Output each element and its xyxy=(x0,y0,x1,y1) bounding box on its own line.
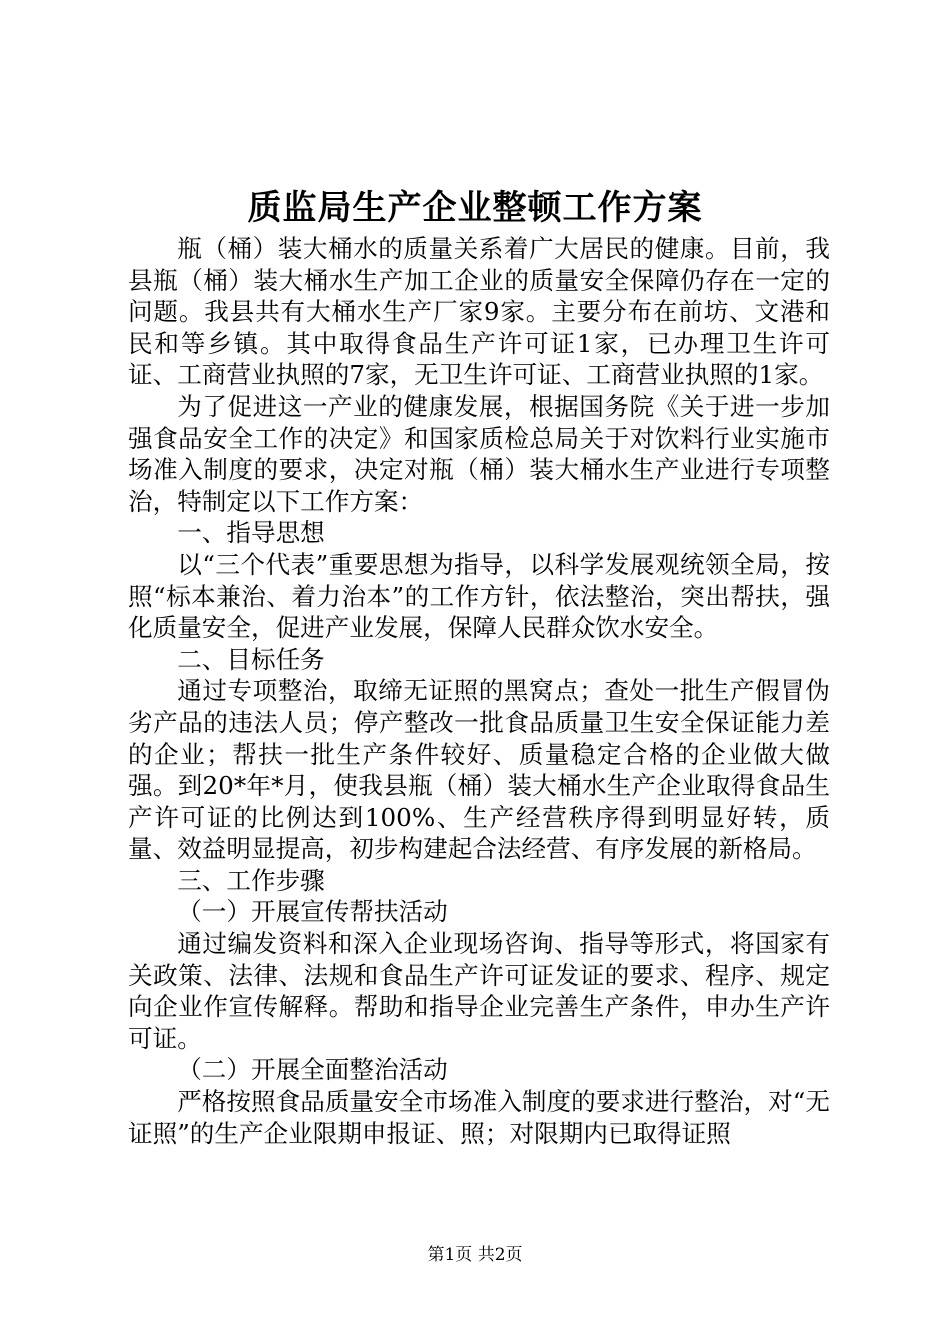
paragraph: 严格按照食品质量安全市场准入制度的要求进行整治，对“无证照”的生产企业限期申报证、照；对限期内已取得证照 xyxy=(128,1087,830,1148)
paragraph: 通过专项整治，取缔无证照的黑窝点；查处一批生产假冒伪劣产品的违法人员；停产整改一批食品质量卫生安全保证能力差的企业；帮扶一批生产条件较好、质量稳定合格的企业做大做强。到20*年*月，使我县瓶（桶）装大桶水生产企业取得食品生产许可证的比例达到100%、生产经营秩序得到明显好转，质量、效益明显提高，初步构建起合法经营、有序发展的新格局。 xyxy=(128,676,830,864)
section-heading: 三、工作步骤 xyxy=(177,865,325,895)
document-title: 质监局生产企业整顿工作方案 xyxy=(247,188,703,228)
paragraph: 为了促进这一产业的健康发展，根据国务院《关于进一步加强食品安全工作的决定》和国家质检总局关于对饮料行业实施市场准入制度的要求，决定对瓶（桶）装大桶水生产业进行专项整治，特制定以下工作方案： xyxy=(128,391,830,516)
section-heading: 一、指导思想 xyxy=(177,518,325,548)
paragraph: 通过编发资料和深入企业现场咨询、指导等形式，将国家有关政策、法律、法规和食品生产许可证发证的要求、程序、规定向企业作宣传解释。帮助和指导企业完善生产条件，申办生产许可证。 xyxy=(128,929,830,1053)
document-body xyxy=(128,233,830,1149)
subsection-heading: （一）开展宣传帮扶活动 xyxy=(177,897,448,927)
paragraph: 瓶（桶）装大桶水的质量关系着广大居民的健康。目前，我县瓶（桶）装大桶水生产加工企业的质量安全保障仍存在一定的问题。我县共有大桶水生产厂家9家。主要分布在前坊、文港和民和等乡镇。其中取得食品生产许可证1家，已办理卫生许可证、工商营业执照的7家，无卫生许可证、工商营业执照的1家。 xyxy=(128,234,830,390)
paragraph: 以“三个代表”重要思想为指导，以科学发展观统领全局，按照“标本兼治、着力治本”的工作方针，依法整治，突出帮扶，强化质量安全，促进产业发展，保障人民群众饮水安全。 xyxy=(128,549,830,643)
page-number-footer: 第1页 共2页 xyxy=(427,1245,523,1265)
subsection-heading: （二）开展全面整治活动 xyxy=(177,1055,448,1085)
section-heading: 二、目标任务 xyxy=(177,644,325,674)
